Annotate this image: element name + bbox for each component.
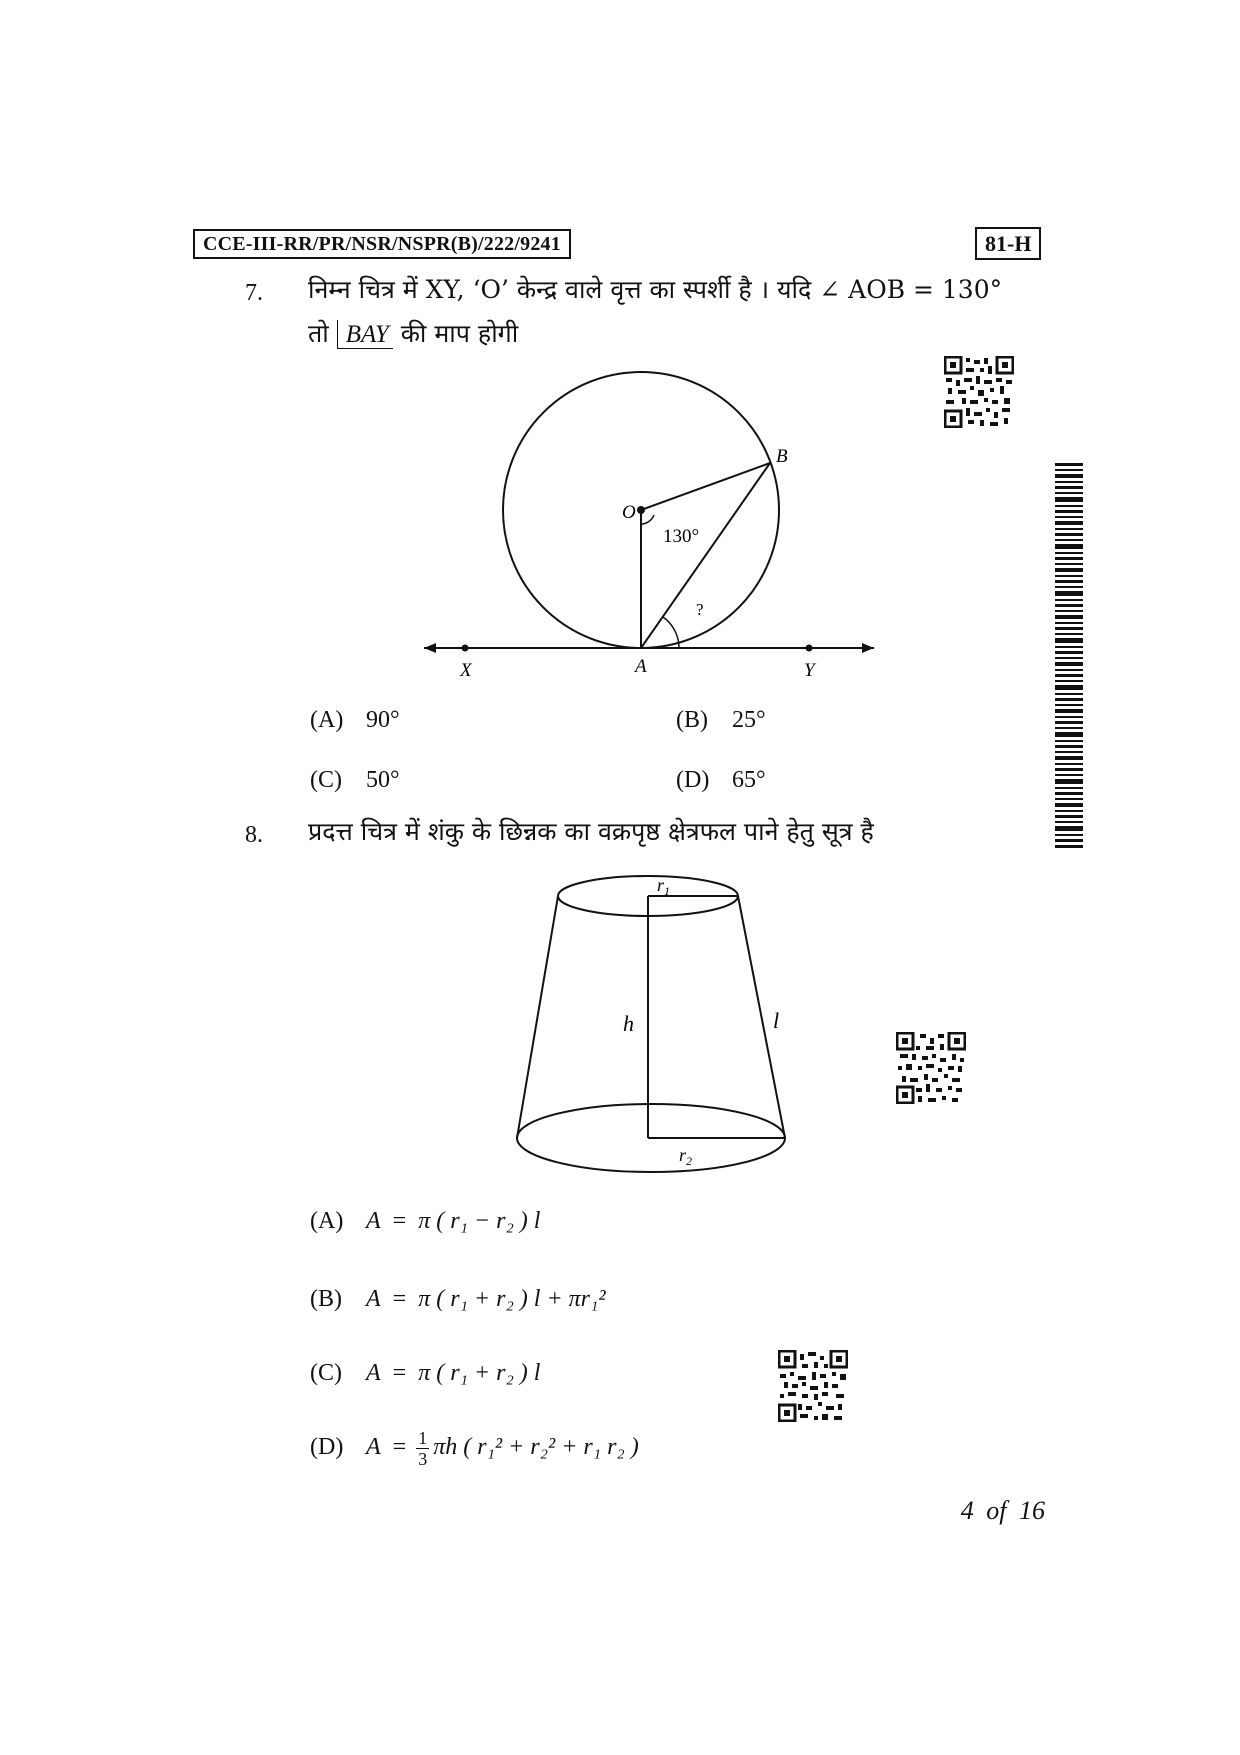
- q7-circle-figure: [420, 360, 890, 680]
- label-r2: $r_2$: [679, 1145, 693, 1168]
- q7-line2-prefix: तो: [308, 319, 329, 348]
- qr-code-icon: [778, 1350, 848, 1422]
- option-value: 90°: [366, 707, 400, 733]
- formula-rhs: π ( r₁ + r₂ ) l: [418, 1360, 541, 1386]
- q7-option-a[interactable]: [310, 707, 400, 734]
- q7-angle-bay: BAY: [337, 320, 393, 349]
- page-number: 4 of 16: [960, 1496, 1045, 1525]
- q8-option-a[interactable]: [310, 1208, 540, 1235]
- q8-frustum-figure: [505, 868, 805, 1188]
- option-value: 50°: [366, 767, 400, 793]
- q7-option-d[interactable]: [676, 767, 766, 794]
- option-label: (C): [310, 1360, 342, 1386]
- option-label: (C): [310, 767, 342, 793]
- chord-ab: [641, 463, 770, 648]
- formula-eq: =: [392, 1208, 407, 1234]
- formula-rhs: π ( r₁ − r₂ ) l: [418, 1208, 541, 1234]
- point-x: [462, 645, 469, 652]
- paper-code: 81-H: [975, 227, 1041, 260]
- angle-aob-arc: [641, 515, 654, 524]
- arrow-right-icon: [862, 643, 874, 653]
- q8-number: 8.: [245, 822, 263, 848]
- qr-code-icon: [944, 356, 1014, 428]
- option-label: (A): [310, 707, 344, 733]
- option-label: (B): [310, 1286, 342, 1312]
- q8-option-c[interactable]: [310, 1360, 540, 1387]
- q7-line1: निम्न चित्र में XY, ‘O’ केन्द्र वाले वृत्त का स्पर्शी है । यदि ∠ AOB = 130°: [308, 275, 1003, 304]
- option-label: (D): [310, 1434, 344, 1461]
- formula-lhs: A: [366, 1434, 381, 1461]
- formula-lhs: A: [366, 1208, 381, 1234]
- label-b: B: [776, 446, 788, 467]
- arrow-left-icon: [424, 643, 436, 653]
- q7-number: 7.: [245, 280, 263, 306]
- q7-line2-suffix: की माप होगी: [400, 319, 519, 348]
- label-h: h: [623, 1011, 634, 1036]
- label-r1: $r_1$: [657, 875, 671, 898]
- formula-rhs: πh ( r₁² + r₂² + r₁ r₂ ): [433, 1434, 639, 1461]
- formula-lhs: A: [366, 1360, 381, 1386]
- radius-ob: [641, 463, 770, 510]
- exam-code: CCE-III-RR/PR/NSR/NSPR(B)/222/9241: [193, 229, 571, 259]
- center-point: [637, 506, 645, 514]
- label-x: X: [460, 660, 472, 680]
- formula-lhs: A: [366, 1286, 381, 1312]
- option-label: (B): [676, 707, 708, 733]
- qr-code-icon: [896, 1032, 966, 1104]
- formula-eq: =: [392, 1286, 407, 1312]
- option-value: 65°: [732, 767, 766, 793]
- option-value: 25°: [732, 707, 766, 733]
- formula-eq: =: [392, 1434, 407, 1461]
- q8-option-d[interactable]: [310, 1428, 639, 1469]
- label-l: l: [773, 1008, 780, 1033]
- q7-option-b[interactable]: [676, 707, 766, 734]
- label-y: Y: [804, 660, 815, 680]
- barcode-icon: [1055, 463, 1083, 848]
- fraction-numerator: 1: [418, 1428, 428, 1448]
- fraction: [416, 1428, 429, 1469]
- q8-text: प्रदत्त चित्र में शंकु के छिन्नक का वक्रपृष्ठ क्षेत्रफल पाने हेतु सूत्र है: [308, 817, 874, 846]
- bottom-ellipse-front: [517, 1138, 785, 1172]
- angle-aob-label: 130°: [663, 526, 700, 547]
- point-y: [806, 645, 813, 652]
- option-label: (D): [676, 767, 710, 793]
- label-o: O: [622, 502, 636, 523]
- angle-unknown-label: ?: [696, 600, 704, 619]
- formula-rhs: π ( r₁ + r₂ ) l + πr₁²: [418, 1286, 606, 1312]
- q7-line2: [308, 312, 518, 356]
- formula-eq: =: [392, 1360, 407, 1386]
- fraction-denominator: 3: [418, 1449, 428, 1469]
- option-label: (A): [310, 1208, 344, 1234]
- label-a: A: [635, 656, 647, 677]
- q7-option-c[interactable]: [310, 767, 400, 794]
- bottom-ellipse-back: [517, 1104, 785, 1138]
- left-slant: [517, 896, 558, 1138]
- q8-option-b[interactable]: [310, 1286, 606, 1313]
